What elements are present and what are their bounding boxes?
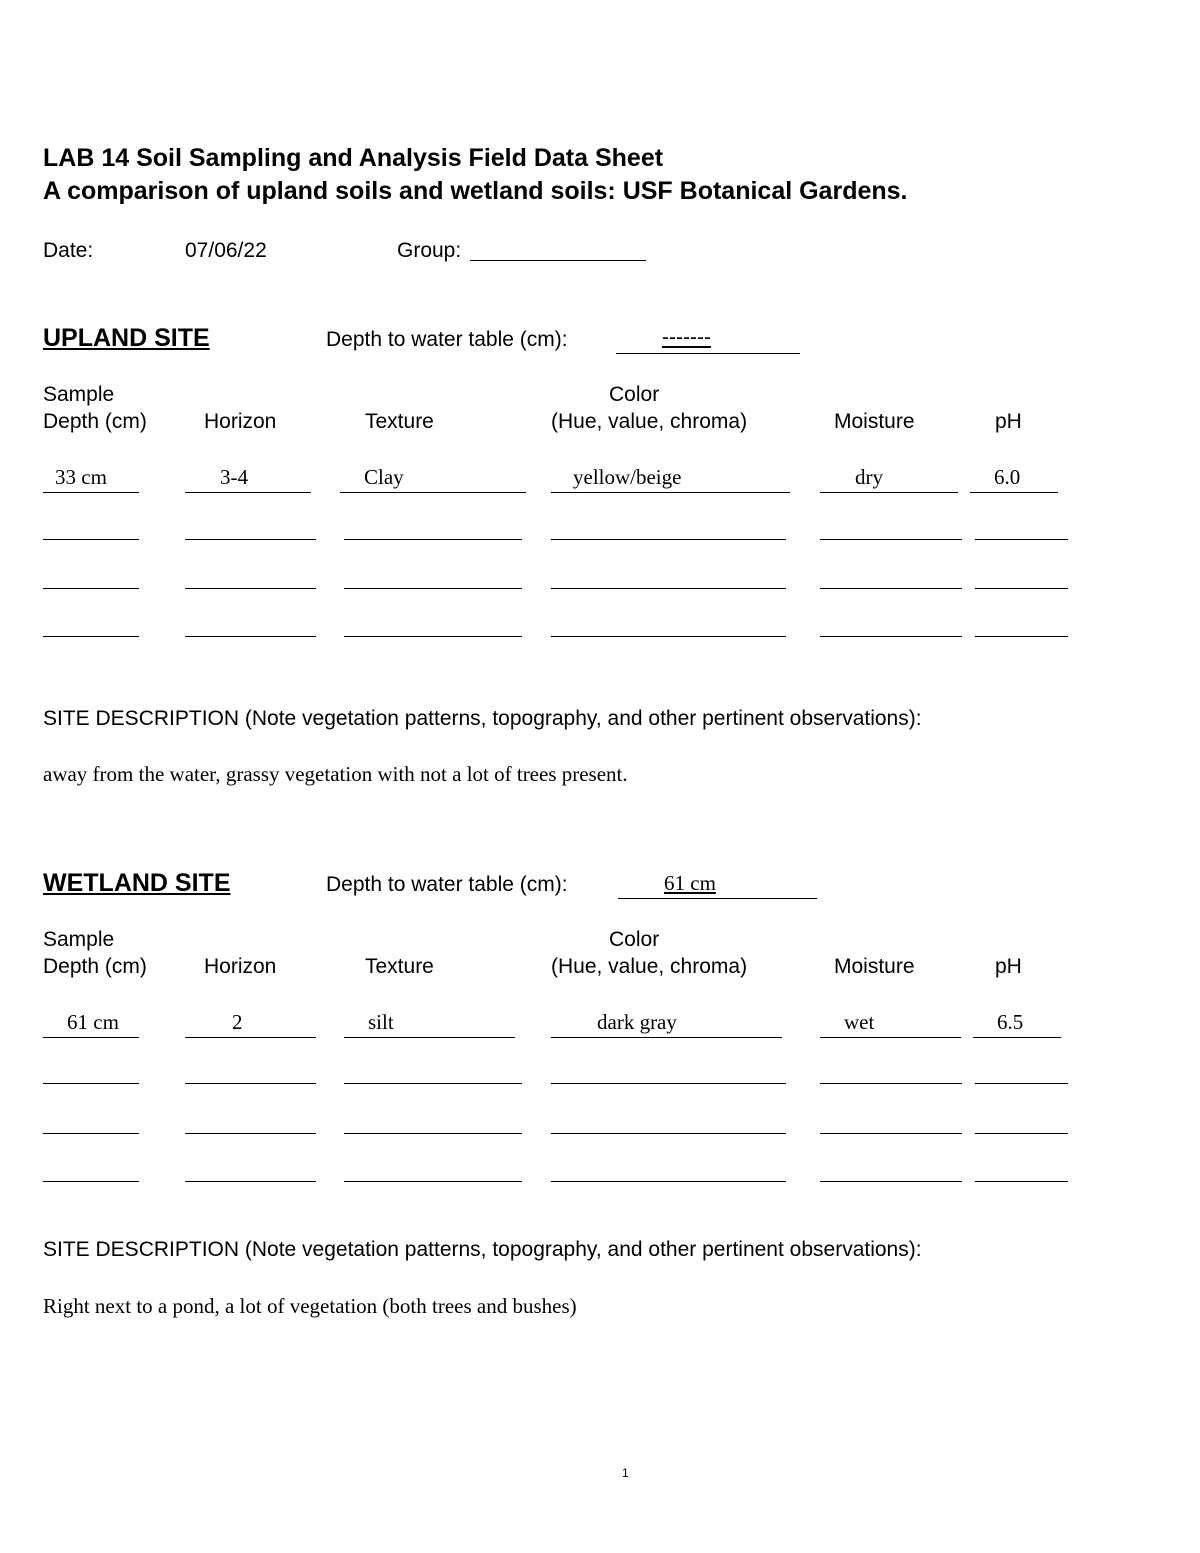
upland-texture-value: Clay xyxy=(364,465,404,489)
wetland-blank-ph[interactable] xyxy=(975,1083,1068,1084)
wetland-col-color: Color xyxy=(609,928,660,951)
sheet-title: LAB 14 Soil Sampling and Analysis Field Data Sheet xyxy=(43,144,664,172)
upland-blank-horizon[interactable] xyxy=(185,539,316,540)
wetland-moisture-value: wet xyxy=(844,1010,875,1034)
page-number: 1 xyxy=(622,1466,629,1480)
wetland-texture-cell[interactable] xyxy=(344,1011,515,1038)
upland-col-sample: Sample xyxy=(43,383,115,406)
wetland-description-label: SITE DESCRIPTION (Note vegetation patterns, topography, and other pertinent observations): xyxy=(43,1238,922,1261)
upland-blank-moisture[interactable] xyxy=(820,636,962,637)
wetland-moisture-cell[interactable] xyxy=(820,1011,961,1038)
wetland-blank-moisture[interactable] xyxy=(820,1083,962,1084)
upland-water-label: Depth to water table (cm): xyxy=(326,328,568,351)
upland-blank-ph[interactable] xyxy=(975,636,1068,637)
wetland-col-sample: Sample xyxy=(43,928,115,951)
upland-water-value: ------- xyxy=(662,326,711,349)
wetland-ph-cell[interactable] xyxy=(973,1011,1061,1038)
wetland-blank-moisture[interactable] xyxy=(820,1133,962,1134)
sheet-subtitle: A comparison of upland soils and wetland soils: USF Botanical Gardens. xyxy=(43,177,908,205)
upland-blank-depth[interactable] xyxy=(43,539,139,540)
wetland-blank-depth[interactable] xyxy=(43,1133,139,1134)
wetland-blank-color[interactable] xyxy=(551,1083,786,1084)
wetland-heading: WETLAND SITE xyxy=(43,869,231,897)
wetland-ph-value: 6.5 xyxy=(997,1010,1024,1034)
upland-col-texture: Texture xyxy=(365,410,434,433)
upland-ph-cell[interactable] xyxy=(970,466,1058,493)
upland-depth-value: 33 cm xyxy=(55,465,107,489)
upland-ph-value: 6.0 xyxy=(994,465,1021,489)
date-value[interactable]: 07/06/22 xyxy=(185,239,267,262)
upland-water-field[interactable] xyxy=(616,327,800,354)
upland-moisture-value: dry xyxy=(855,465,883,489)
wetland-blank-color[interactable] xyxy=(551,1133,786,1134)
upland-blank-texture[interactable] xyxy=(344,588,522,589)
wetland-col-texture: Texture xyxy=(365,955,434,978)
wetland-blank-moisture[interactable] xyxy=(820,1181,962,1182)
upland-horizon-cell[interactable] xyxy=(185,466,311,493)
wetland-water-value: 61 cm xyxy=(664,871,716,895)
upland-blank-horizon[interactable] xyxy=(185,636,316,637)
upland-col-ph: pH xyxy=(995,410,1022,433)
wetland-blank-ph[interactable] xyxy=(975,1181,1068,1182)
wetland-col-moisture: Moisture xyxy=(834,955,915,978)
upland-blank-color[interactable] xyxy=(551,636,786,637)
wetland-blank-texture[interactable] xyxy=(344,1133,522,1134)
wetland-blank-texture[interactable] xyxy=(344,1181,522,1182)
upland-blank-ph[interactable] xyxy=(975,588,1068,589)
upland-col-color: Color xyxy=(609,383,660,406)
wetland-description[interactable]: Right next to a pond, a lot of vegetation (both trees and bushes) xyxy=(43,1294,577,1318)
wetland-blank-horizon[interactable] xyxy=(185,1083,316,1084)
upland-heading: UPLAND SITE xyxy=(43,324,210,352)
upland-description-label: SITE DESCRIPTION (Note vegetation patterns, topography, and other pertinent observations): xyxy=(43,707,922,730)
upland-horizon-value: 3-4 xyxy=(220,465,248,489)
wetland-col-color-detail: (Hue, value, chroma) xyxy=(551,955,748,978)
wetland-texture-value: silt xyxy=(368,1010,394,1034)
wetland-color-cell[interactable] xyxy=(551,1011,782,1038)
wetland-col-depth: Depth (cm) xyxy=(43,955,147,978)
wetland-blank-color[interactable] xyxy=(551,1181,786,1182)
upland-blank-moisture[interactable] xyxy=(820,539,962,540)
group-field[interactable] xyxy=(470,260,646,261)
upland-depth-cell[interactable] xyxy=(43,466,139,493)
upland-blank-depth[interactable] xyxy=(43,588,139,589)
wetland-blank-ph[interactable] xyxy=(975,1133,1068,1134)
upland-blank-depth[interactable] xyxy=(43,636,139,637)
wetland-water-field[interactable] xyxy=(618,872,817,899)
upland-col-depth: Depth (cm) xyxy=(43,410,147,433)
upland-blank-texture[interactable] xyxy=(344,539,522,540)
wetland-blank-depth[interactable] xyxy=(43,1083,139,1084)
upland-blank-moisture[interactable] xyxy=(820,588,962,589)
wetland-depth-cell[interactable] xyxy=(43,1011,139,1038)
wetland-color-value: dark gray xyxy=(597,1010,677,1034)
upland-blank-color[interactable] xyxy=(551,588,786,589)
wetland-depth-value: 61 cm xyxy=(67,1010,119,1034)
upland-color-cell[interactable] xyxy=(551,466,790,493)
wetland-blank-texture[interactable] xyxy=(344,1083,522,1084)
upland-col-color-detail: (Hue, value, chroma) xyxy=(551,410,748,433)
wetland-blank-horizon[interactable] xyxy=(185,1133,316,1134)
upland-moisture-cell[interactable] xyxy=(820,466,958,493)
upland-color-value: yellow/beige xyxy=(573,465,682,489)
upland-description[interactable]: away from the water, grassy vegetation with not a lot of trees present. xyxy=(43,762,628,786)
wetland-water-label: Depth to water table (cm): xyxy=(326,873,568,896)
upland-texture-cell[interactable] xyxy=(340,466,526,493)
wetland-horizon-value: 2 xyxy=(232,1010,243,1034)
date-label: Date: xyxy=(43,239,94,262)
upland-col-horizon: Horizon xyxy=(204,410,277,433)
upland-col-moisture: Moisture xyxy=(834,410,915,433)
wetland-blank-horizon[interactable] xyxy=(185,1181,316,1182)
upland-blank-texture[interactable] xyxy=(344,636,522,637)
wetland-col-ph: pH xyxy=(995,955,1022,978)
upland-blank-color[interactable] xyxy=(551,539,786,540)
upland-blank-ph[interactable] xyxy=(975,539,1068,540)
wetland-blank-depth[interactable] xyxy=(43,1181,139,1182)
upland-blank-horizon[interactable] xyxy=(185,588,316,589)
group-label: Group: xyxy=(397,239,462,262)
wetland-col-horizon: Horizon xyxy=(204,955,277,978)
wetland-horizon-cell[interactable] xyxy=(185,1011,316,1038)
